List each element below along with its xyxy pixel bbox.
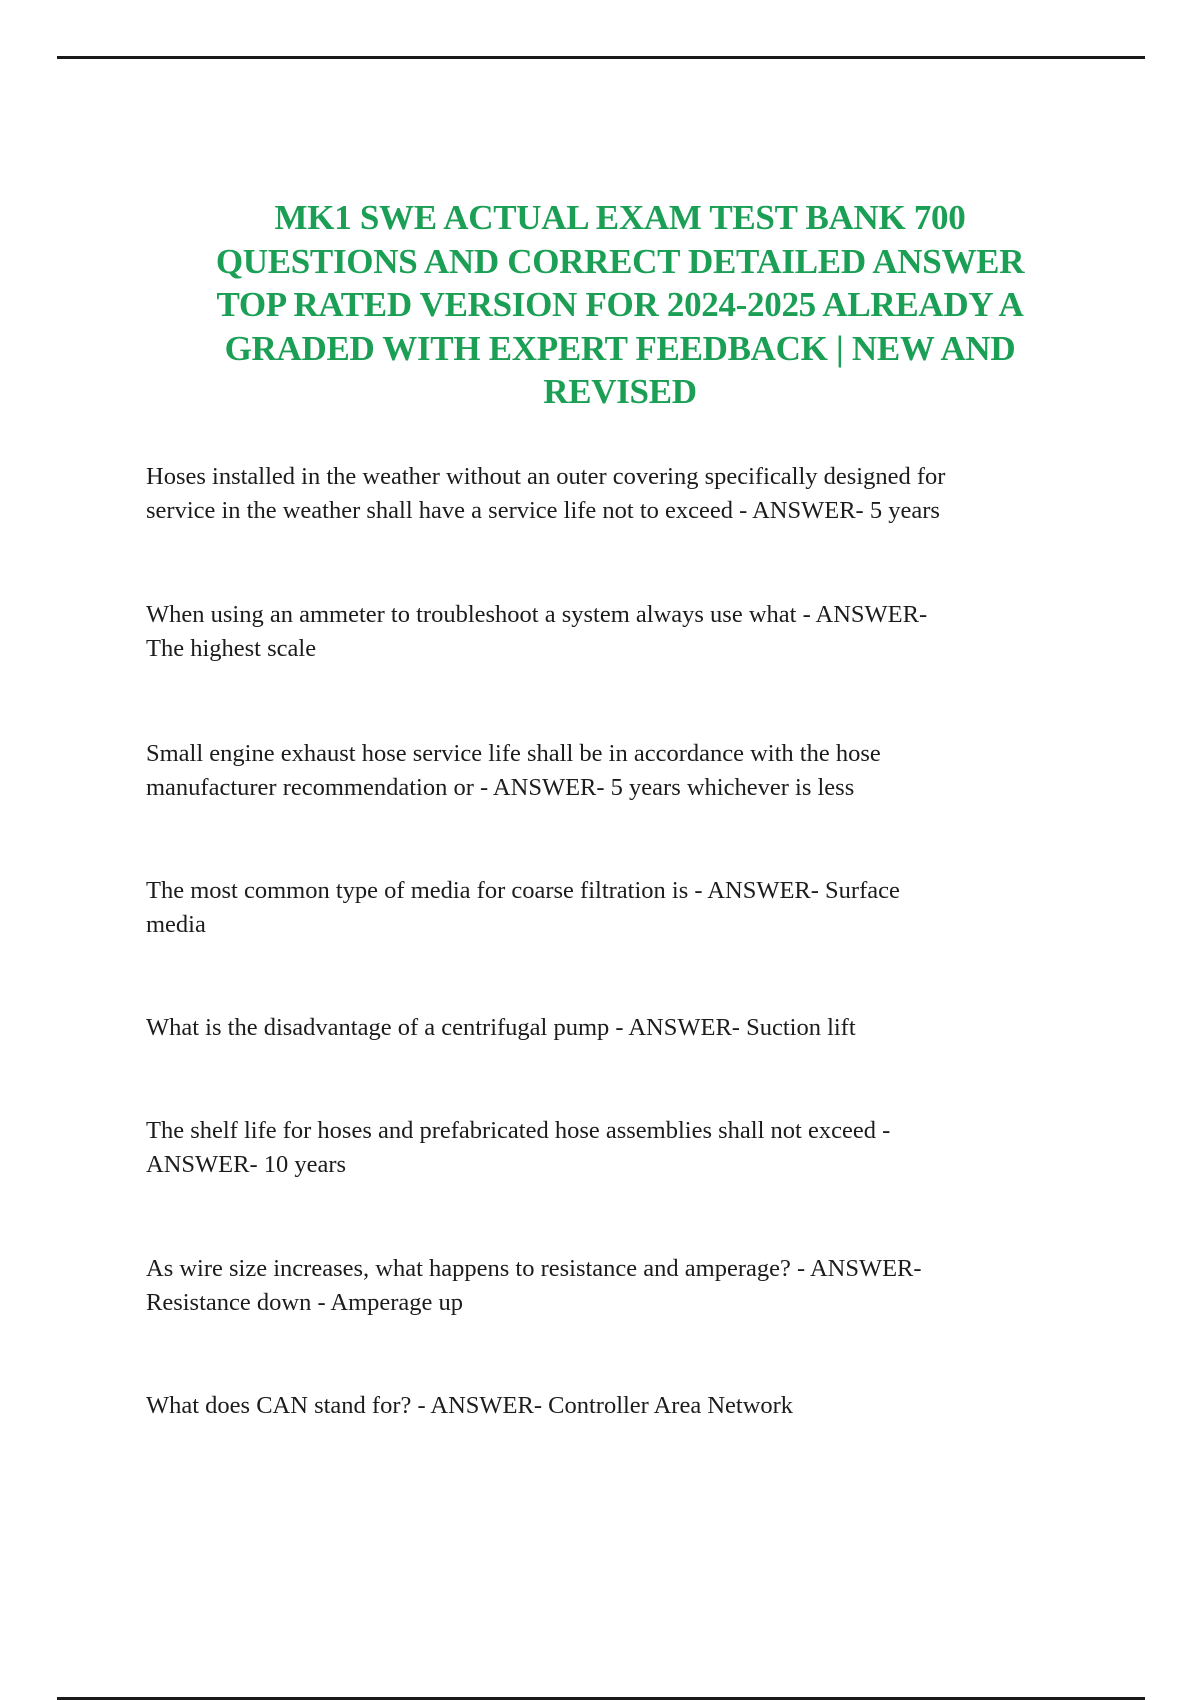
title-line: QUESTIONS AND CORRECT DETAILED ANSWER [215, 241, 1025, 281]
title-line: GRADED WITH EXPERT FEEDBACK | NEW AND [224, 328, 1016, 368]
document-title [140, 196, 1100, 414]
title-line: TOP RATED VERSION FOR 2024-2025 ALREADY A [216, 285, 1024, 324]
qa-item [146, 874, 1086, 942]
qa-item [146, 1389, 1086, 1423]
qa-item [146, 737, 1086, 805]
qa-line: manufacturer recommendation or - ANSWER- 5 years whichever is less [146, 774, 855, 801]
qa-line: The highest scale [146, 635, 317, 662]
qa-line: The most common type of media for coarse filtration is - ANSWER- Surface [146, 877, 900, 904]
qa-line: What is the disadvantage of a centrifugal pump - ANSWER- Suction lift [146, 1014, 856, 1041]
header-rule [57, 56, 1145, 59]
qa-item [146, 1011, 1086, 1045]
qa-item [146, 1114, 1086, 1182]
title-line: REVISED [543, 372, 697, 411]
qa-line: When using an ammeter to troubleshoot a system always use what - ANSWER- [146, 601, 928, 628]
qa-item [146, 598, 1086, 666]
qa-line: ANSWER- 10 years [146, 1151, 347, 1178]
qa-line: Hoses installed in the weather without an outer covering specifically designed for [146, 463, 946, 490]
qa-item [146, 460, 1086, 528]
qa-line: Small engine exhaust hose service life shall be in accordance with the hose [146, 740, 881, 767]
qa-item [146, 1252, 1086, 1320]
qa-line: Resistance down - Amperage up [146, 1289, 464, 1316]
qa-line: service in the weather shall have a service life not to exceed - ANSWER- 5 years [146, 497, 940, 524]
qa-line: What does CAN stand for? - ANSWER- Controller Area Network [146, 1392, 794, 1419]
qa-line: The shelf life for hoses and prefabricated hose assemblies shall not exceed - [146, 1117, 891, 1144]
qa-line: media [146, 911, 206, 938]
title-line: MK1 SWE ACTUAL EXAM TEST BANK 700 [274, 198, 966, 237]
qa-line: As wire size increases, what happens to resistance and amperage? - ANSWER- [146, 1255, 922, 1282]
